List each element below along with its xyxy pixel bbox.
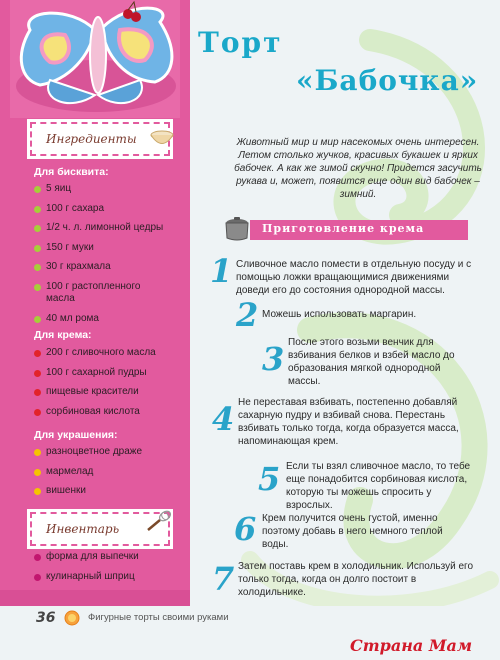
bullet-icon (34, 316, 41, 323)
bullet-icon (34, 370, 41, 377)
list-item: 150 г муки (34, 242, 164, 255)
bullet-icon (34, 284, 41, 291)
step-text: После этого возьми венчик для взбивания белков и взбей масло до образования мягкой однородной массы. (288, 337, 455, 387)
list-item: форма для выпечки (34, 551, 184, 564)
page-number: 36 (36, 610, 56, 626)
bullet-icon (34, 449, 41, 456)
recipe-title-line1: Торт (198, 26, 283, 59)
list-item: 40 мл рома (34, 313, 164, 326)
list-item: пищевые красители (34, 386, 164, 399)
list-item: кулинарный шприц (34, 571, 184, 584)
cream-section-title: Для крема: (34, 329, 92, 341)
step-number: 5 (258, 460, 281, 498)
intro-paragraph: Животный мир и мир насекомых очень интересен. Летом столько жучков, красивых букашек и ярких бабочек. А как же зимой скучно! Придется засучить рукава и, может, появится еще один вид бабочек – зимний. (234, 137, 482, 200)
list-item: 100 г сахарной пудры (34, 367, 164, 380)
ingredients-label-text: Ингредиенты (46, 132, 137, 146)
list-item: сорбиновая кислота (34, 406, 164, 419)
list-item: мармелад (34, 466, 164, 479)
step-number: 7 (212, 560, 235, 598)
sponge-section-title: Для бисквита: (34, 166, 109, 178)
bullet-icon (34, 350, 41, 357)
list-item: 30 г крахмала (34, 261, 164, 274)
step-text: Можешь использовать маргарин. (262, 309, 417, 320)
bullet-icon (34, 245, 41, 252)
step-number: 6 (234, 510, 257, 548)
recipe-title-line2: «Бабочка» (296, 64, 479, 97)
bullet-icon (34, 206, 41, 213)
list-item: 1/2 ч. л. лимонной цедры (34, 222, 164, 235)
decoration-section-title: Для украшения: (34, 429, 118, 441)
bullet-icon (34, 469, 41, 476)
butterfly-cake-photo (10, 0, 180, 118)
step-text: Сливочное масло помести в отдельную посуду и с помощью ложки вращающимися движениями доведи его до состояния однородной массы. (236, 259, 472, 296)
banner-title: Приготовление крема (262, 222, 425, 235)
inventory-list (34, 551, 184, 590)
ingredients-label (30, 122, 170, 156)
site-watermark: Страна Мам (350, 636, 473, 655)
book-title: Фигурные торты своими руками (88, 612, 229, 623)
list-item: вишенки (34, 485, 164, 498)
step-number: 2 (236, 296, 259, 334)
bullet-icon (34, 409, 41, 416)
whisk-icon (146, 510, 172, 532)
step-text: Крем получится очень густой, именно поэтому добавь в него немного теплой воды. (262, 513, 443, 550)
bowl-icon (150, 130, 174, 146)
list-item: 200 г сливочного масла (34, 347, 164, 360)
bullet-icon (34, 554, 41, 561)
step-text: Если ты взял сливочное масло, то тебе еще понадобится сорбиновая кислота, которую ты можешь спросить у взрослых. (286, 461, 471, 511)
list-item: разноцветное драже (34, 446, 164, 459)
bullet-icon (34, 186, 41, 193)
bullet-icon (34, 264, 41, 271)
decoration-ingredients-list (34, 446, 164, 505)
inventory-label-text: Инвентарь (46, 522, 120, 536)
bullet-icon (34, 574, 41, 581)
list-item: 100 г растопленного масла (34, 281, 164, 306)
list-item: 5 яиц (34, 183, 164, 196)
saucepan-icon (222, 216, 252, 242)
list-item: 100 г сахара (34, 203, 164, 216)
step-number: 4 (212, 400, 235, 438)
step-number: 3 (262, 340, 285, 378)
sponge-ingredients-list (34, 183, 164, 332)
step-text: Затем поставь крем в холодильник. Используй его только тогда, когда он долго постоит в холодильнике. (238, 561, 474, 598)
step-number: 1 (210, 252, 233, 290)
cream-ingredients-list (34, 347, 164, 425)
step-text: Не переставая взбивать, постепенно добавляй сахарную пудру и взбивай снова. Перестань взбивать только тогда, когда образуется масса, напоминающая крем. (238, 397, 459, 447)
orange-slice-icon (64, 610, 80, 626)
bullet-icon (34, 488, 41, 495)
bullet-icon (34, 389, 41, 396)
bullet-icon (34, 225, 41, 232)
